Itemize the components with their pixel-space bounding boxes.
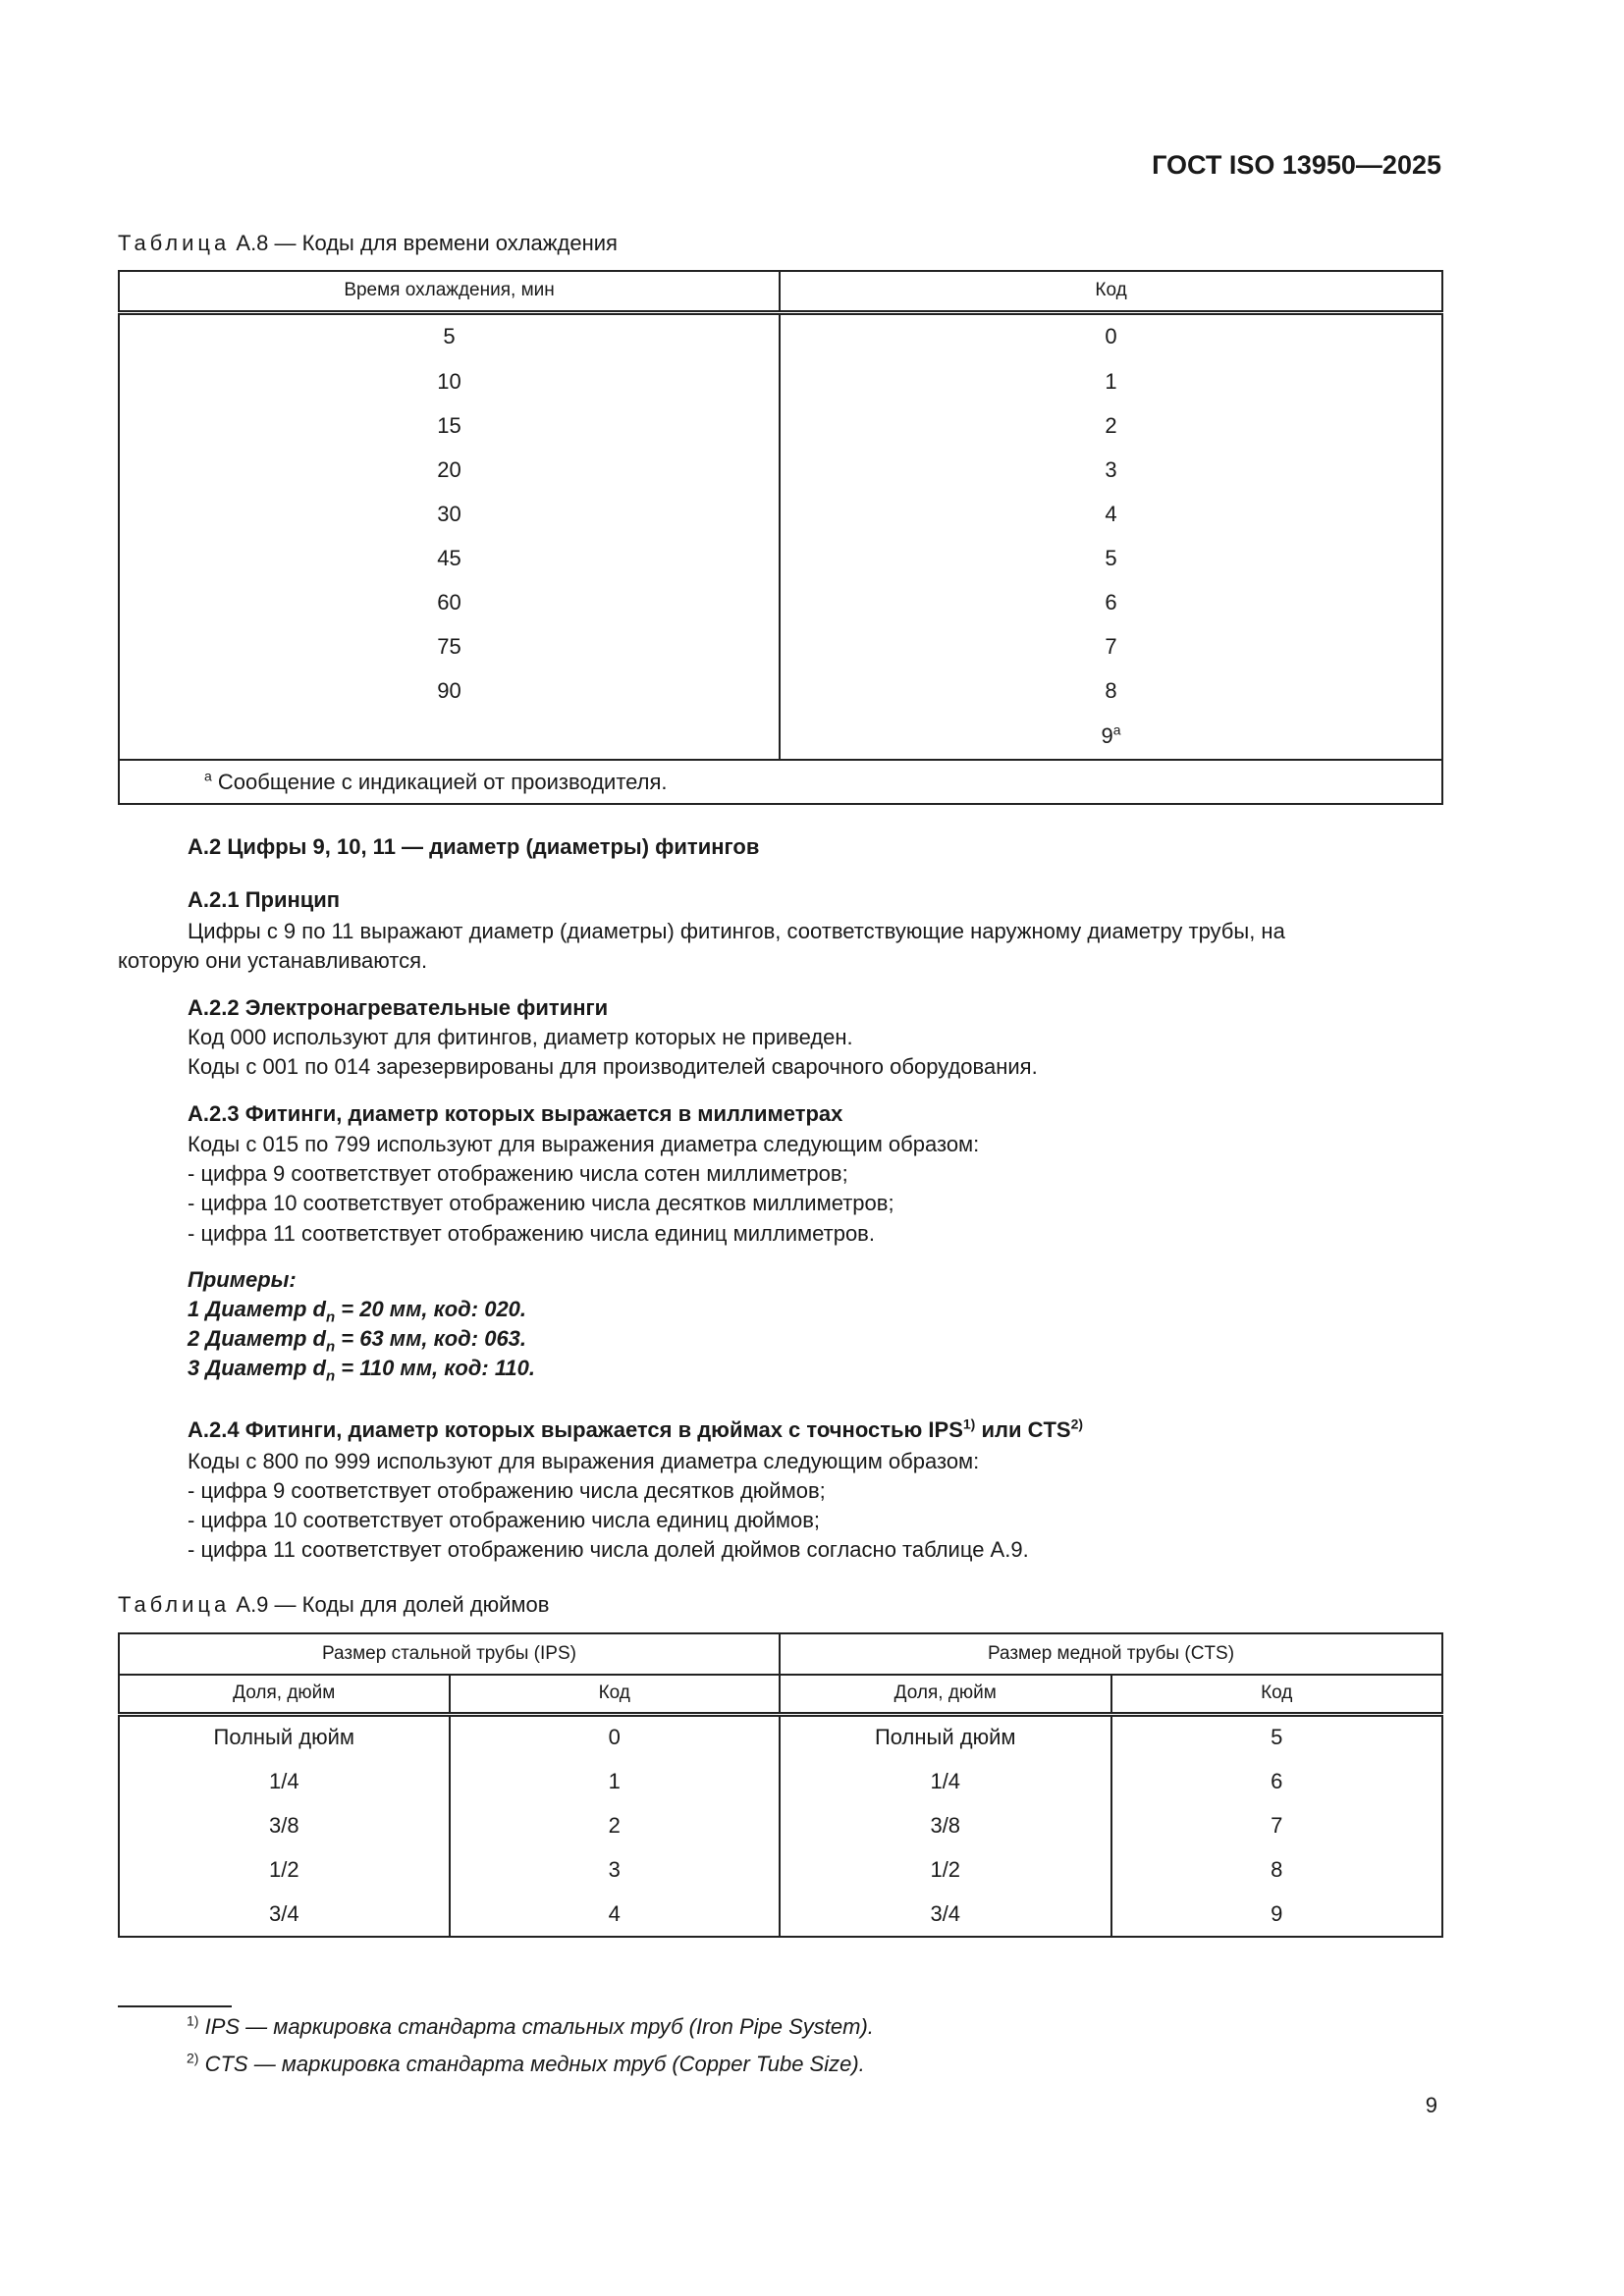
- cooling-time-cell: 90: [119, 668, 780, 713]
- list-item: - цифра 11 соответствует отображению числа единиц миллиметров.: [188, 1221, 875, 1246]
- table-row: [119, 536, 1442, 580]
- note-mark: a: [1112, 721, 1121, 738]
- example-text: = 110 мм, код: 110.: [335, 1356, 535, 1380]
- example-text: 2 Диаметр d: [188, 1326, 326, 1351]
- column-header: Код: [1095, 280, 1127, 301]
- code-cell: 5: [1105, 545, 1117, 570]
- table-footnote: [119, 760, 1442, 804]
- column-header: Доля, дюйм: [119, 1675, 450, 1714]
- code-cell: 3: [1105, 456, 1117, 482]
- list-item: - цифра 9 соответствует отображению числа десятков дюймов;: [188, 1478, 826, 1503]
- table-a8-caption: [118, 233, 618, 254]
- table-row: [119, 624, 1442, 668]
- footnote-mark: 2): [187, 2050, 199, 2066]
- footnote-text: IPS — маркировка стандарта стальных труб (Iron Pipe System).: [204, 2014, 874, 2039]
- heading-a22: А.2.2 Электронагревательные фитинги: [188, 995, 609, 1020]
- caption-text: А.9 — Коды для долей дюймов: [236, 1592, 550, 1617]
- list-item: - цифра 11 соответствует отображению числа долей дюймов согласно таблице А.9.: [188, 1537, 1029, 1562]
- table-row: [119, 403, 1442, 448]
- footnote-text: CTS — маркировка стандарта медных труб (Copper Tube Size).: [204, 2052, 865, 2076]
- code-cell: 6: [1271, 1768, 1283, 1793]
- paragraph-line: Код 000 используют для фитингов, диаметр которых не приведен.: [188, 1025, 853, 1049]
- code-cell: 8: [1271, 1856, 1283, 1882]
- page-footnote: [187, 2050, 865, 2076]
- heading-a21: А.2.1 Принцип: [188, 887, 341, 912]
- caption-prefix: Таблица: [118, 231, 231, 255]
- column-header: Доля, дюйм: [780, 1675, 1111, 1714]
- cooling-time-cell: 10: [119, 359, 780, 403]
- example-text: = 20 мм, код: 020.: [335, 1297, 527, 1321]
- code-cell: 1: [1105, 368, 1117, 394]
- heading-text: или CTS: [975, 1417, 1071, 1442]
- fraction-cell: Полный дюйм: [780, 1714, 1111, 1759]
- footnote-mark: a: [204, 768, 212, 784]
- table-row: [119, 713, 1442, 760]
- list-item: - цифра 10 соответствует отображению числа десятков миллиметров;: [188, 1191, 894, 1215]
- table-a8: [118, 270, 1443, 805]
- code-cell: 9$^a$: [1101, 721, 1121, 748]
- cooling-time-cell: 45: [119, 536, 780, 580]
- paragraph-line: которую они устанавливаются.: [118, 948, 428, 973]
- heading-text: А.2.4 Фитинги, диаметр которых выражается в дюймах с точностью IPS: [188, 1417, 963, 1442]
- fraction-cell: 1/4: [119, 1759, 450, 1803]
- footnote-separator: [118, 2005, 232, 2007]
- example-text: 1 Диаметр d: [188, 1297, 326, 1321]
- example-text: 3 Диаметр d: [188, 1356, 326, 1380]
- list-item: - цифра 10 соответствует отображению числа единиц дюймов;: [188, 1508, 821, 1532]
- footnote-text: Сообщение с индикацией от производителя.: [217, 769, 668, 794]
- example-item: [188, 1297, 527, 1326]
- footnote-ref[interactable]: 1): [962, 1415, 976, 1432]
- cooling-time-cell: 60: [119, 580, 780, 624]
- column-header: Код: [1261, 1682, 1293, 1704]
- code-cell: 0: [450, 1714, 780, 1759]
- table-row: [119, 448, 1442, 492]
- table-a9: [118, 1632, 1443, 1938]
- subscript: n: [325, 1308, 336, 1326]
- fraction-cell: 3/8: [780, 1803, 1111, 1847]
- paragraph-line: Коды с 015 по 799 используют для выражения диаметра следующим образом:: [188, 1132, 980, 1156]
- group-header: Размер стальной трубы (IPS): [119, 1633, 780, 1675]
- code-cell: 4: [450, 1892, 780, 1937]
- cooling-time-cell: [119, 713, 780, 760]
- paragraph-line: Цифры с 9 по 11 выражают диаметр (диаметры) фитингов, соответствующие наружному диаметру трубы, на: [188, 919, 1285, 943]
- fraction-cell: 1/2: [119, 1847, 450, 1892]
- table-row: [119, 668, 1442, 713]
- code-cell: 7: [1105, 633, 1117, 659]
- table-row: [119, 1892, 1442, 1937]
- group-header: Размер медной трубы (CTS): [987, 1643, 1235, 1664]
- table-row: [119, 1847, 1442, 1892]
- code-cell: 5: [1271, 1725, 1283, 1750]
- heading-a24: [188, 1415, 1084, 1442]
- paragraph-line: Коды с 800 по 999 используют для выражения диаметра следующим образом:: [188, 1449, 980, 1473]
- code-cell: 6: [1105, 589, 1117, 614]
- subscript: n: [325, 1338, 336, 1356]
- caption-text: А.8 — Коды для времени охлаждения: [236, 231, 618, 255]
- code-cell: 4: [1105, 501, 1117, 526]
- example-item: [188, 1356, 535, 1385]
- cooling-time-cell: 75: [119, 624, 780, 668]
- paragraph-line: Коды с 001 по 014 зарезервированы для производителей сварочного оборудования.: [188, 1054, 1038, 1079]
- fraction-cell: 1/4: [780, 1759, 1111, 1803]
- table-row: [119, 1759, 1442, 1803]
- code-cell: 7: [1271, 1812, 1283, 1838]
- column-header: Время охлаждения, мин: [119, 271, 780, 312]
- table-row: [119, 312, 1442, 359]
- code-cell: 9: [1271, 1900, 1283, 1926]
- fraction-cell: 3/4: [780, 1892, 1111, 1937]
- code-cell: 2: [1105, 412, 1117, 438]
- page-number: 9: [1425, 2093, 1437, 2117]
- table-a9-caption: [118, 1594, 549, 1616]
- code-cell: 8: [1105, 677, 1117, 703]
- caption-prefix: Таблица: [118, 1592, 231, 1617]
- list-item: - цифра 9 соответствует отображению числа сотен миллиметров;: [188, 1161, 848, 1186]
- page-footnote: [187, 2012, 874, 2039]
- examples-title: Примеры:: [188, 1267, 297, 1292]
- subscript: n: [325, 1367, 336, 1385]
- code-cell: 2: [450, 1803, 780, 1847]
- code-cell: 1: [450, 1759, 780, 1803]
- footnote-ref[interactable]: 2): [1070, 1415, 1084, 1432]
- fraction-cell: 1/2: [780, 1847, 1111, 1892]
- code-cell: 0: [1105, 324, 1117, 349]
- document-number: ГОСТ ISO 13950—2025: [1152, 150, 1441, 180]
- fraction-cell: Полный дюйм: [119, 1714, 450, 1759]
- cooling-time-cell: 20: [119, 448, 780, 492]
- cooling-time-cell: 15: [119, 403, 780, 448]
- table-row: [119, 492, 1442, 536]
- example-item: [188, 1326, 527, 1356]
- heading-a23: А.2.3 Фитинги, диаметр которых выражается в миллиметрах: [188, 1101, 843, 1126]
- table-row: [119, 359, 1442, 403]
- cooling-time-cell: 5: [119, 312, 780, 359]
- code-cell: 3: [450, 1847, 780, 1892]
- section-heading-a2: А.2 Цифры 9, 10, 11 — диаметр (диаметры) фитингов: [188, 834, 760, 859]
- cooling-time-cell: 30: [119, 492, 780, 536]
- fraction-cell: 3/4: [119, 1892, 450, 1937]
- footnote-mark: 1): [187, 2012, 199, 2029]
- column-header: Код: [450, 1675, 780, 1714]
- table-row: [119, 580, 1442, 624]
- table-row: [119, 1803, 1442, 1847]
- fraction-cell: 3/8: [119, 1803, 450, 1847]
- example-text: = 63 мм, код: 063.: [335, 1326, 527, 1351]
- table-row: [119, 1714, 1442, 1759]
